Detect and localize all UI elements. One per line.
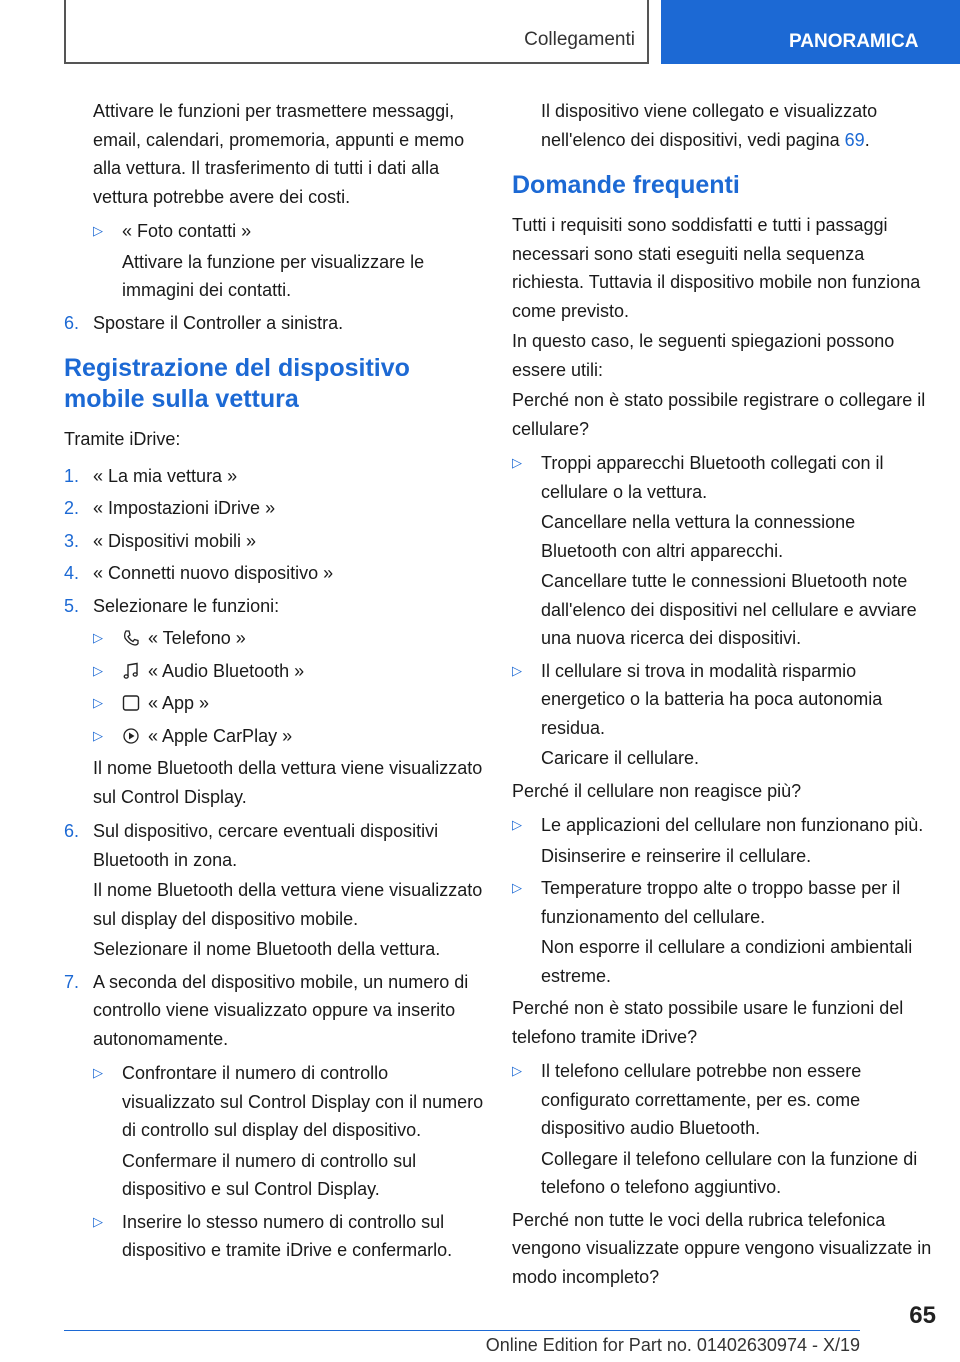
bullet-text: Inserire lo stesso numero di controllo sul dispositivo e tramite iDrive e confermarlo. bbox=[122, 1211, 453, 1260]
foto-label: « Foto contatti » bbox=[122, 221, 252, 241]
step5-note: Il nome Bluetooth della vettura viene visualizzato sul Control Display. bbox=[93, 758, 483, 807]
step-3 bbox=[64, 527, 484, 556]
right-column bbox=[512, 97, 936, 1293]
q2-bullet-1 bbox=[512, 811, 936, 870]
function-label: « Audio Bluetooth » bbox=[148, 660, 305, 681]
step-text: « La mia vettura » bbox=[93, 465, 238, 486]
step-text: « Impostazioni iDrive » bbox=[93, 498, 276, 518]
bullet-text: Cancellare tutte le connessioni Bluetooth note dall'elenco dei dispositivi nel cellulare e avviare una nuova ricerca dei dispositivi. bbox=[541, 571, 917, 648]
bullet-triangle-icon: ▷ bbox=[512, 1063, 522, 1078]
bullet-text: Temperature troppo alte o troppo basse per il funzionamento del cellulare. bbox=[541, 878, 901, 927]
bullet-triangle-icon: ▷ bbox=[93, 662, 103, 678]
question-1: Perché non è stato possibile registrare o collegare il cellulare? bbox=[512, 390, 926, 439]
section-heading-faq: Domande frequenti bbox=[512, 171, 740, 199]
step-1 bbox=[64, 462, 484, 491]
bullet-triangle-icon: ▷ bbox=[93, 223, 103, 238]
q3-bullet-1 bbox=[512, 1057, 936, 1202]
function-telefono bbox=[64, 624, 484, 653]
step-6b bbox=[64, 817, 484, 964]
q1-bullet-2 bbox=[512, 657, 936, 773]
step-5 bbox=[64, 592, 484, 621]
step-number: 6. bbox=[64, 312, 80, 333]
intro-text: Tramite iDrive: bbox=[64, 429, 181, 449]
header-section-box bbox=[64, 0, 649, 64]
bullet-triangle-icon: ▷ bbox=[512, 662, 522, 678]
function-label: « Apple CarPlay » bbox=[148, 725, 293, 746]
step-4 bbox=[64, 559, 484, 588]
bullet-foto bbox=[64, 217, 484, 305]
footer-divider bbox=[64, 1330, 860, 1331]
q2-bullet-2 bbox=[512, 874, 936, 990]
step-text: A seconda del dispositivo mobile, un numero di controllo viene visualizzato oppure va inserito autonomamente. bbox=[93, 971, 469, 1049]
step-number: 4. bbox=[64, 563, 80, 583]
foto-text: Attivare la funzione per visualizzare le immagini dei contatti. bbox=[122, 251, 425, 300]
bullet-triangle-icon: ▷ bbox=[512, 880, 522, 895]
faq-paragraph-2: In questo caso, le seguenti spiegazioni possono essere utili: bbox=[512, 331, 895, 380]
bullet-text: Non esporre il cellulare a condizioni ambientali estreme. bbox=[541, 937, 913, 986]
bullet-text: Caricare il cellulare. bbox=[541, 748, 700, 768]
bullet-text: Troppi apparecchi Bluetooth collegati con il cellulare o la vettura. bbox=[541, 453, 884, 502]
function-apple-carplay bbox=[64, 722, 484, 751]
step-text: « Connetti nuovo dispositivo » bbox=[93, 563, 334, 583]
bullet-text: Il telefono cellulare potrebbe non essere configurato correttamente, per es. come dispositivo audio Bluetooth. bbox=[541, 1061, 862, 1138]
bullet-triangle-icon: ▷ bbox=[93, 1213, 103, 1229]
question-2: Perché il cellulare non reagisce più? bbox=[512, 780, 802, 801]
continued-text-body: Il dispositivo viene collegato e visualizzato nell'elenco dei dispositivi, vedi pagina bbox=[541, 101, 878, 150]
step-text: « Dispositivi mobili » bbox=[93, 530, 257, 551]
bullet-text: Il cellulare si trova in modalità risparmio energetico o la batteria ha poca autonomia residua. bbox=[541, 660, 883, 738]
bullet-triangle-icon: ▷ bbox=[93, 727, 103, 743]
bullet-triangle-icon: ▷ bbox=[512, 817, 522, 832]
bullet-text: Confermare il numero di controllo sul dispositivo e sul Control Display. bbox=[122, 1150, 417, 1199]
step-text: Il nome Bluetooth della vettura viene visualizzato sul display del dispositivo mobile. bbox=[93, 880, 483, 929]
bullet-text: Confrontare il numero di controllo visualizzato sul Control Display con il numero di controllo sul display del dispositivo. bbox=[122, 1063, 484, 1140]
step7-bullet-2 bbox=[93, 1208, 484, 1265]
bullet-triangle-icon: ▷ bbox=[93, 1065, 103, 1080]
step-6 bbox=[64, 309, 484, 338]
function-app bbox=[64, 689, 484, 718]
edition-text: Online Edition for Part no. 01402630974 - X/19 bbox=[485, 1335, 860, 1355]
bullet-triangle-icon: ▷ bbox=[93, 630, 103, 645]
question-4: Perché non tutte le voci della rubrica telefonica vengono visualizzate oppure vengono visualizzate in modo incompleto? bbox=[512, 1209, 932, 1287]
faq-paragraph-1: Tutti i requisiti sono soddisfatti e tutti i passaggi necessari sono stati eseguiti nella sequenza richiesta. Tuttavia il dispositivo mobile non funziona come previsto. bbox=[512, 215, 921, 321]
bullet-text: Le applicazioni del cellulare non funzionano più. bbox=[541, 815, 924, 835]
bullet-text: Collegare il telefono cellulare con la funzione di telefono o telefono aggiuntivo. bbox=[541, 1148, 918, 1197]
function-audio-bluetooth bbox=[64, 657, 484, 686]
bullet-text: Cancellare nella vettura la connessione Bluetooth con altri apparecchi. bbox=[541, 512, 856, 561]
step-number: 6. bbox=[64, 821, 80, 841]
phone-icon bbox=[122, 629, 140, 647]
section-heading-registration: Registrazione del dispositivo mobile sulla vettura bbox=[64, 354, 410, 413]
step-text: Sul dispositivo, cercare eventuali dispositivi Bluetooth in zona. bbox=[93, 821, 439, 870]
page-number: 65 bbox=[909, 1302, 936, 1329]
step7-bullet-1 bbox=[93, 1059, 484, 1204]
step-text: Spostare il Controller a sinistra. bbox=[93, 312, 344, 333]
q1-bullet-1 bbox=[512, 449, 936, 653]
question-3: Perché non è stato possibile usare le funzioni del telefono tramite iDrive? bbox=[512, 998, 904, 1047]
function-label: « App » bbox=[148, 693, 210, 713]
page-link[interactable]: 69 bbox=[844, 129, 865, 150]
step-number: 3. bbox=[64, 530, 80, 551]
app-icon bbox=[122, 694, 140, 712]
step-7 bbox=[64, 968, 484, 1265]
continued-paragraph: Attivare le funzioni per trasmettere messaggi, email, calendari, promemoria, appunti e memo alla vettura. Il trasferimento di tutti i dati alla vettura potrebbe avere dei costi. bbox=[93, 101, 465, 207]
step-number: 5. bbox=[64, 595, 80, 616]
step-text: Selezionare le funzioni: bbox=[93, 595, 280, 616]
panorama-tab[interactable]: PANORAMICA bbox=[661, 0, 960, 64]
step-text: Selezionare il nome Bluetooth della vettura. bbox=[93, 939, 441, 959]
continued-text: Il dispositivo viene collegato e visualizzato nell'elenco dei dispositivi, vedi pagina 69. bbox=[541, 101, 878, 150]
bullet-triangle-icon: ▷ bbox=[93, 695, 103, 710]
section-title: Collegamenti bbox=[524, 29, 635, 50]
step-number: 7. bbox=[64, 971, 80, 992]
function-label: « Telefono » bbox=[148, 628, 246, 648]
bullet-text: Disinserire e reinserire il cellulare. bbox=[541, 845, 812, 866]
left-column bbox=[64, 97, 484, 1269]
bullet-triangle-icon: ▷ bbox=[512, 455, 522, 470]
carplay-icon bbox=[122, 727, 140, 745]
music-note-icon bbox=[122, 662, 140, 680]
step-2 bbox=[64, 494, 484, 523]
step-number: 1. bbox=[64, 465, 80, 486]
step-number: 2. bbox=[64, 498, 80, 518]
